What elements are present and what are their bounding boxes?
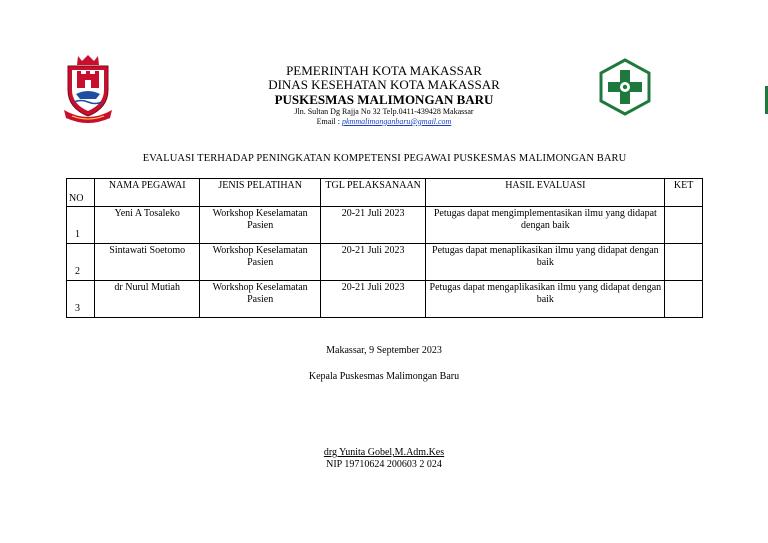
signatory-name: drg Yunita Gobel,M.Adm.Kes [323, 447, 445, 458]
cell-no: 2 [67, 244, 95, 281]
table-row [67, 244, 703, 281]
signature-place-date: Makassar, 9 September 2023 [326, 345, 442, 356]
government-name: PEMERINTAH KOTA MAKASSAR [286, 63, 482, 78]
header-notes: KET [665, 179, 703, 207]
evaluation-table [66, 178, 703, 318]
table-header-row [67, 179, 703, 207]
signature-role: Kepala Puskesmas Malimongan Baru [308, 371, 460, 382]
cell-no: 1 [67, 207, 95, 244]
cell-evaluation-result: Petugas dapat mengimplementasikan ilmu yang didapat dengan baik [426, 207, 665, 244]
cell-no: 3 [67, 281, 95, 318]
cell-notes [665, 244, 703, 281]
header-no: NO [67, 179, 95, 207]
cell-name: Sintawati Soetomo [94, 244, 199, 281]
cell-notes [665, 207, 703, 244]
header-evaluation-result: HASIL EVALUASI [426, 179, 665, 207]
makassar-city-emblem-icon [62, 52, 114, 124]
email-link[interactable]: pkmmalimonganbaru@gmail.com [341, 116, 452, 126]
cell-name: Yeni A Tosaleko [94, 207, 199, 244]
document-title: EVALUASI TERHADAP PENINGKATAN KOMPETENSI PEGAWAI PUSKESMAS MALIMONGAN BARU [142, 153, 627, 164]
table-row [67, 281, 703, 318]
address-line: Jln. Sultan Dg Rajja No 32 Telp.0411-439428 Makassar [294, 106, 474, 116]
cell-training-type: Workshop Keselamatan Pasien [200, 244, 321, 281]
header-name: NAMA PEGAWAI [94, 179, 199, 207]
cell-name: dr Nurul Mutiah [94, 281, 199, 318]
table-row [67, 207, 703, 244]
signatory-nip: NIP 19710624 200603 2 024 [326, 459, 442, 470]
cell-date: 20-21 Juli 2023 [320, 244, 425, 281]
email-line [180, 117, 588, 127]
cell-training-type: Workshop Keselamatan Pasien [200, 281, 321, 318]
cell-evaluation-result: Petugas dapat menaplikasikan ilmu yang didapat dengan baik [426, 244, 665, 281]
header-training-type: JENIS PELATIHAN [200, 179, 321, 207]
cell-training-type: Workshop Keselamatan Pasien [200, 207, 321, 244]
puskesmas-cross-emblem-icon [598, 58, 652, 116]
institution-name: PUSKESMAS MALIMONGAN BARU [274, 91, 494, 107]
letterhead [180, 64, 588, 127]
header-date: TGL PELAKSANAAN [320, 179, 425, 207]
cell-evaluation-result: Petugas dapat mengaplikasikan ilmu yang didapat dengan baik [426, 281, 665, 318]
department-name: DINAS KESEHATAN KOTA MAKASSAR [268, 77, 500, 93]
cell-date: 20-21 Juli 2023 [320, 281, 425, 318]
cell-date: 20-21 Juli 2023 [320, 207, 425, 244]
email-label: Email : [316, 116, 342, 126]
cell-notes [665, 281, 703, 318]
